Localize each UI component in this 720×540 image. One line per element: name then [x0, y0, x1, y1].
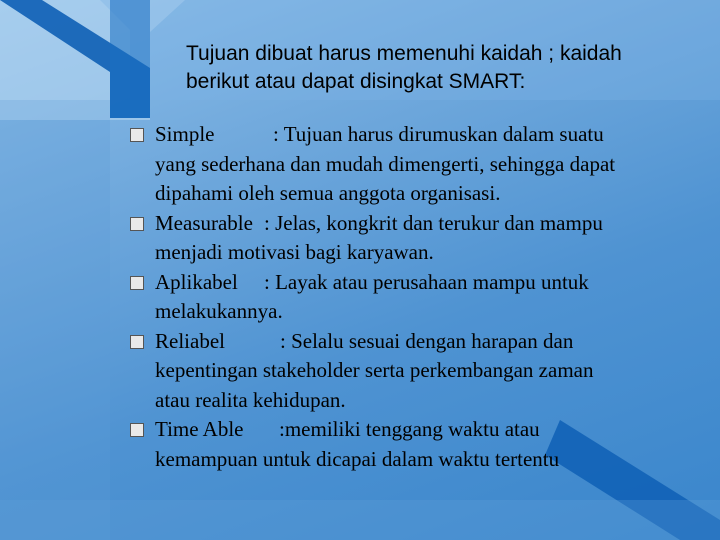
item-line: yang sederhana dan mudah dimengerti, sehingga dapat	[155, 151, 616, 176]
list-item-simple	[130, 120, 710, 209]
item-line	[155, 327, 710, 357]
list-item-aplikabel	[130, 268, 710, 327]
item-term: Reliabel	[155, 328, 225, 353]
bullet-square-icon	[130, 217, 144, 231]
item-line	[155, 120, 710, 150]
bullet-list	[130, 120, 710, 474]
left-vertical-bar	[110, 0, 150, 118]
item-term: Measurable	[155, 210, 253, 235]
item-term: Time Able	[155, 417, 244, 441]
item-text: : Layak atau perusahaan mampu untuk	[264, 269, 589, 294]
title-line-1: Tujuan dibuat harus memenuhi kaidah ; kaidah	[186, 42, 622, 65]
item-text: : Selalu sesuai dengan harapan dan	[280, 328, 574, 353]
item-text: :memiliki tenggang waktu atau	[279, 417, 540, 441]
item-line: dipahami oleh semua anggota organisasi.	[155, 181, 501, 205]
item-line: menjadi motivasi bagi karyawan.	[155, 240, 434, 264]
item-term: Aplikabel	[155, 269, 238, 294]
slide-title	[186, 40, 706, 96]
item-line: atau realita kehidupan.	[155, 387, 346, 412]
title-line-2: berikut atau dapat disingkat SMART:	[186, 70, 526, 93]
item-line: melakukannya.	[155, 299, 283, 323]
list-item-time-able	[130, 415, 710, 474]
frame-bottom-strip	[0, 500, 720, 540]
item-line	[155, 268, 710, 298]
item-line: kepentingan stakeholder serta perkembangan zaman	[155, 358, 594, 382]
item-text: : Tujuan harus dirumuskan dalam suatu	[273, 122, 604, 146]
bullet-square-icon	[130, 423, 144, 437]
item-line	[155, 209, 710, 239]
list-item-measurable	[130, 209, 710, 268]
bullet-square-icon	[130, 276, 144, 290]
item-line: kemampuan untuk dicapai dalam waktu tertentu	[155, 446, 560, 471]
bullet-square-icon	[130, 335, 144, 349]
frame-left-panel	[0, 100, 110, 540]
list-item-reliabel	[130, 327, 710, 416]
item-term: Simple	[155, 122, 215, 146]
item-text: : Jelas, kongkrit dan terukur dan mampu	[264, 210, 603, 235]
item-line	[155, 415, 710, 445]
bullet-square-icon	[130, 128, 144, 142]
